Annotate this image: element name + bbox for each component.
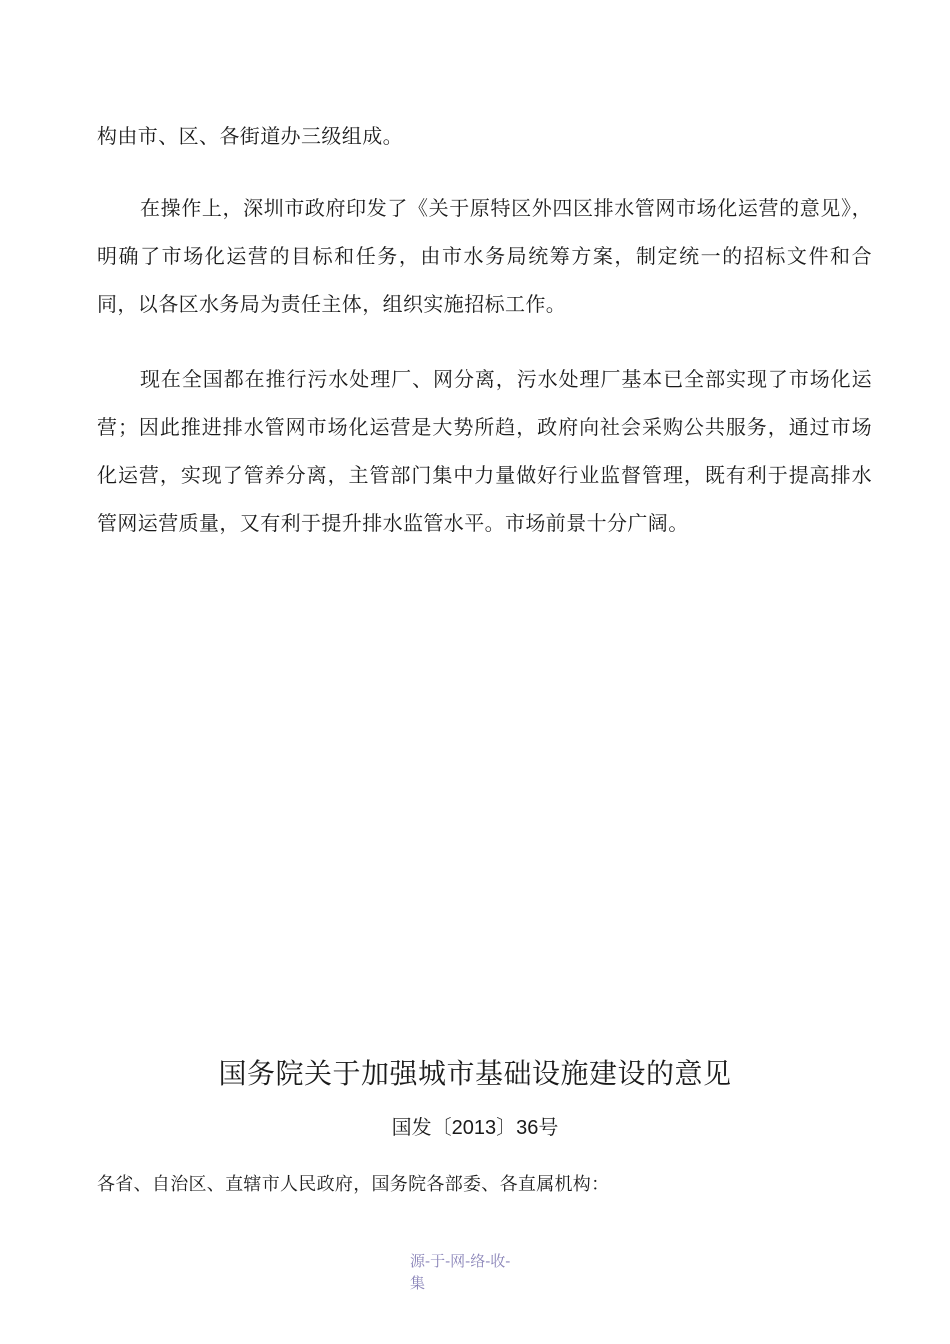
footer-watermark (410, 1250, 540, 1294)
body-paragraph-market-outlook: 现在全国都在推行污水处理厂、网分离，污水处理厂基本已全部实现了市场化运营；因此推进排水管网市场化运营是大势所趋，政府向社会采购公共服务，通过市场化运营，实现了管养分离，主管部门集中力量做好行业监督管理，既有利于提高排水管网运营质量，又有利于提升排水监管水平。市场前景十分广阔。 (97, 367, 872, 535)
watermark-line-2: 集 (410, 1274, 426, 1292)
body-paragraph-operation: 在操作上，深圳市政府印发了《关于原特区外四区排水管网市场化运营的意见》，明确了市场化运营的目标和任务，由市水务局统筹方案，制定统一的招标文件和合同，以各区水务局为责任主体，组织实施招标工作。 (97, 196, 872, 316)
watermark-line-1: 源-于-网-络-收- (410, 1252, 511, 1270)
document-number: 国发〔2013〕36号 (391, 1117, 559, 1139)
document-title: 国务院关于加强城市基础设施建设的意见 (218, 1057, 732, 1090)
body-paragraph-continuation: 构由市、区、各街道办三级组成。 (97, 124, 403, 148)
document-addressee: 各省、自治区、直辖市人民政府，国务院各部委、各直属机构： (97, 1174, 610, 1195)
